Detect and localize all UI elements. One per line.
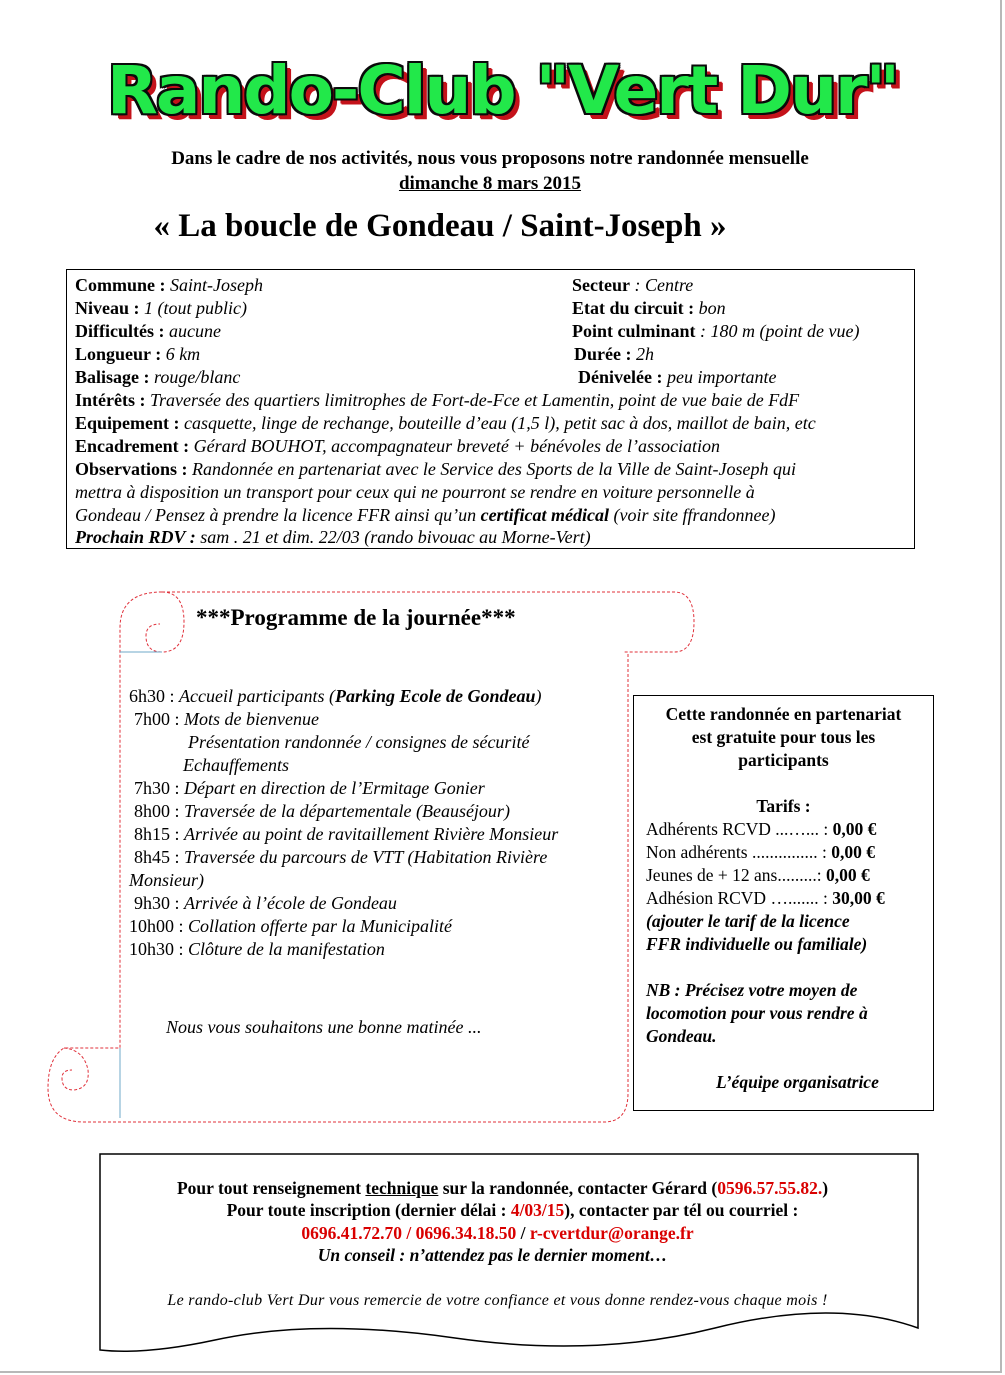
contact-technical: Pour tout renseignement technique sur la randonnée, contacter Gérard (0596.57.55.82.) (176, 1178, 829, 1198)
contact-email[interactable]: r-cvertdur@orange.fr (529, 1223, 694, 1243)
denivelee-row: Dénivelée : peu importante (578, 367, 777, 387)
interets-row: Intérêts : Traversée des quartiers limitrophes de Fort-de-Fce et Lamentin, point de vue baie de FdF (75, 390, 800, 410)
info-box (66, 269, 915, 549)
encadrement-row: Encadrement : Gérard BOUHOT, accompagnateur breveté + bénévoles de l’association (75, 436, 721, 456)
programme-item: 7h30 : Départ en direction de l’Ermitage Gonier (134, 778, 485, 798)
programme-item: 9h30 : Arrivée à l’école de Gondeau (134, 893, 397, 913)
programme-item: 10h30 : Clôture de la manifestation (129, 939, 385, 959)
balisage-row: Balisage : rouge/blanc (75, 367, 241, 387)
intro-line: Dans le cadre de nos activités, nous vous proposons notre randonnée mensuelle (171, 148, 809, 169)
secteur-row: Secteur : Centre (572, 275, 694, 295)
contact-inscription: Pour toute inscription (dernier délai : 4/03/15), contacter par tél ou courriel : (226, 1200, 799, 1220)
programme-item: 10h00 : Collation offerte par la Municipalité (129, 916, 452, 936)
tarif-row: Adhérents RCVD ...…... : 0,00 € (646, 819, 877, 839)
licence-note: FFR individuelle ou familiale) (646, 934, 868, 954)
tarifs-intro: participants (738, 750, 829, 770)
programme-item: 7h00 : Mots de bienvenue (134, 709, 319, 729)
contact-phones: 0696.41.72.70 / 0696.34.18.50 / r-cvertdur@orange.fr (301, 1223, 694, 1243)
point-culminant-row: Point culminant : 180 m (point de vue) (572, 321, 860, 341)
tarifs-heading: Tarifs : (756, 796, 811, 816)
event-date: dimanche 8 mars 2015 (398, 173, 582, 194)
nb-note: NB : Précisez votre moyen de (646, 980, 858, 1000)
tarifs-box (633, 695, 934, 1111)
hike-title: « La boucle de Gondeau / Saint-Joseph » (153, 208, 727, 244)
thanks-message: Le rando-club Vert Dur vous remercie de votre confiance et vous donne rendez-vous chaque mois ! (167, 1292, 828, 1309)
difficultes-row: Difficultés : aucune (75, 321, 221, 341)
tarifs-intro: Cette randonnée en partenariat (665, 704, 902, 724)
club-title: Rando-Club "Vert Dur" (107, 52, 898, 129)
programme-item: 6h30 : Accueil participants (Parking Ecole de Gondeau) (129, 686, 542, 706)
commune-row: Commune : Saint-Joseph (75, 275, 263, 295)
nb-note: locomotion pour vous rendre à (646, 1003, 868, 1023)
programme-item: 8h15 : Arrivée au point de ravitaillement Rivière Monsieur (134, 824, 559, 844)
longueur-row: Longueur : 6 km (75, 344, 201, 364)
observations-line2: mettra à disposition un transport pour ceux qui ne pourront se rendre en voiture personnelle à (75, 482, 755, 502)
prochain-rdv-row: Prochain RDV : sam . 21 et dim. 22/03 (rando bivouac au Morne-Vert) (75, 527, 591, 547)
observations-row: Observations : Randonnée en partenariat avec le Service des Sports de la Ville de Saint-Joseph qui (75, 459, 797, 479)
tarifs-intro: est gratuite pour tous les (691, 727, 876, 747)
programme-item: 8h00 : Traversée de la départementale (Beauséjour) (134, 801, 510, 821)
programme-item: 8h45 : Traversée du parcours de VTT (Habitation Rivière (134, 847, 548, 867)
etat-row: Etat du circuit : bon (572, 298, 726, 318)
programme-title: ***Programme de la journée*** (196, 605, 516, 630)
organiser-signature: L’équipe organisatrice (716, 1072, 879, 1092)
duree-row: Durée : 2h (574, 344, 654, 364)
niveau-row: Niveau : 1 (tout public) (75, 298, 247, 318)
tarif-row: Adhésion RCVD …....... : 30,00 € (646, 888, 885, 908)
contact-advice: Un conseil : n’attendez pas le dernier moment… (317, 1245, 668, 1265)
programme-closing: Nous vous souhaitons une bonne matinée ... (166, 1017, 482, 1037)
tarif-row: Non adhérents ............... : 0,00 € (646, 842, 875, 862)
equipement-row: Equipement : casquette, linge de rechange, bouteille d’eau (1,5 l), petit sac à dos, maillot de bain, etc (75, 413, 816, 433)
programme-item: Présentation randonnée / consignes de sécurité (188, 732, 530, 752)
programme-item: Monsieur) (129, 870, 204, 890)
observations-line3: Gondeau / Pensez à prendre la licence FFR ainsi qu’un certificat médical (voir site ffrandonnee) (75, 505, 776, 525)
licence-note: (ajouter le tarif de la licence (646, 911, 850, 931)
nb-note: Gondeau. (646, 1026, 717, 1046)
programme-item: Echauffements (183, 755, 289, 775)
tarif-row: Jeunes de + 12 ans.........: 0,00 € (646, 865, 870, 885)
